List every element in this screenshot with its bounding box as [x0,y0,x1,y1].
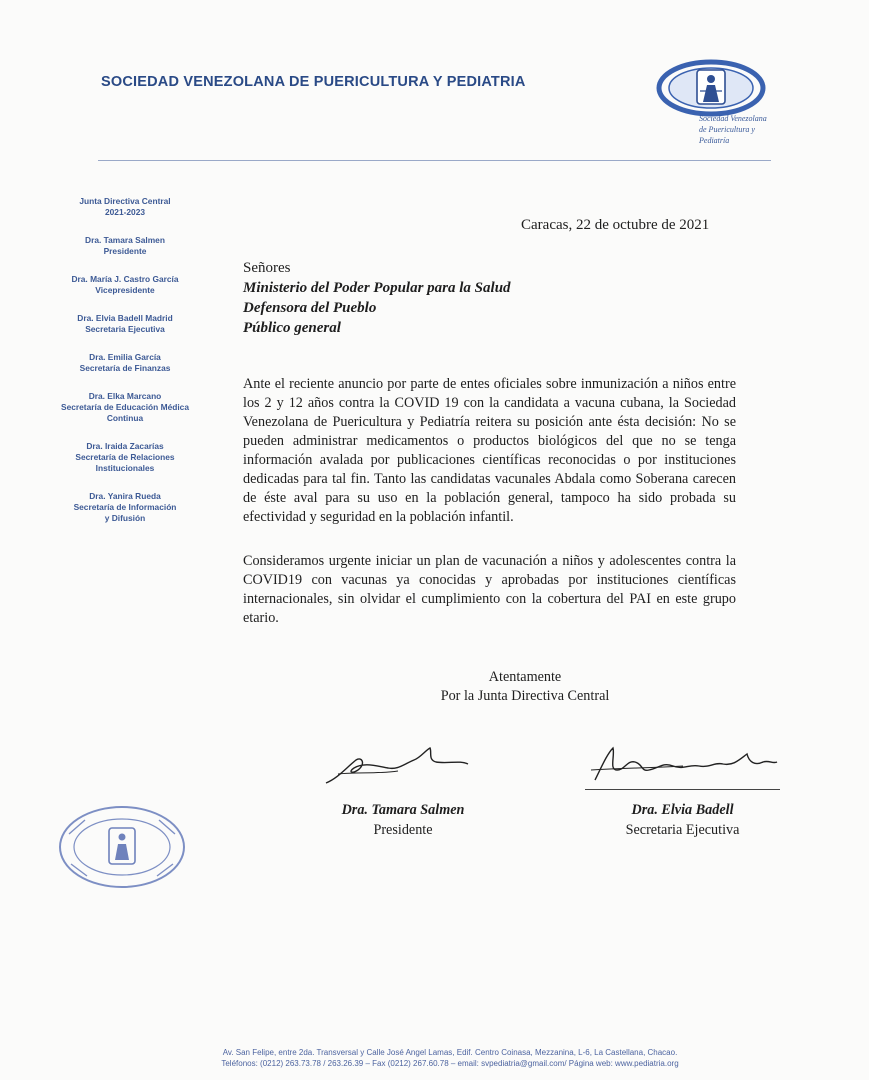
signature-badell [583,740,783,790]
recipient-ombudsman: Defensora del Pueblo [243,300,377,316]
body-paragraph-2: Consideramos urgente iniciar un plan de vacunación a niños y adolescentes contra la COVID19 con vacunas ya conocidas y aprobadas por instituciones científicas internacionales, sin olvidar el cumplimiento con la cobertura del PAI en este grupo etario. [243,553,736,626]
header-divider [98,160,771,161]
signer-name: Dra. Elvia Badell [631,802,734,818]
closing-greeting: Atentamente [488,669,562,685]
letter-date: Caracas, 22 de octubre de 2021 [521,217,710,233]
member-role: Secretaría de Finanzas [79,363,171,373]
member-role: Secretaria Ejecutiva [85,324,165,334]
signer-president [318,800,488,840]
organization-name: SOCIEDAD VENEZOLANA DE PUERICULTURA Y PEDIATRIA [101,74,526,90]
logo-caption-line1: Sociedad Venezolana [699,114,767,123]
closing-block [435,668,615,706]
signer-secretary [590,800,775,840]
member-role: Secretaría de Información y Difusión [73,502,177,523]
signature-salmen [318,738,478,793]
board-member [40,441,210,474]
board-sidebar [40,196,210,541]
board-title: Junta Directiva Central 2021-2023 [79,196,171,217]
member-name: Dra. Tamara Salmen [85,235,165,245]
recipient-block [243,258,511,338]
footer-address [40,1047,860,1069]
member-name: Dra. María J. Castro García [71,274,179,284]
society-seal-stamp [55,800,190,895]
board-member [40,274,210,296]
board-member [40,352,210,374]
board-member [40,313,210,335]
footer-line1: Av. San Felipe, entre 2da. Transversal y Calle José Angel Lamas, Edif. Centro Coinasa, Mezzanina, L-6, La Castellana, Chacao. [222,1048,678,1057]
footer-line2: Teléfonos: (0212) 263.73.78 / 263.26.39 – Fax (0212) 267.60.78 – email: svpediatria@gmail.com/ Página web: www.pediatria.org [221,1059,679,1068]
member-role: Secretaría de Educación Médica Continua [60,402,189,423]
member-name: Dra. Elvia Badell Madrid [77,313,173,323]
logo-caption-line2: de Puericultura y Pediatría [699,125,755,145]
signer-name: Dra. Tamara Salmen [341,802,465,818]
signer-title: Presidente [373,822,433,838]
member-name: Dra. Elka Marcano [88,391,162,401]
body-paragraph-1: Ante el reciente anuncio por parte de entes oficiales sobre inmunización a niños entre los 2 y 12 años contra la COVID 19 con la candidata a vacuna cubana, la Sociedad Venezolana de Puericultura y Pediatría reitera su posición ante ésta decisión: No se pueden administrar medicamentos o productos biológicos del que no se tenga información avalada por publicaciones científicas reconocidas o por instituciones dedicadas para tal fin. Tanto las candidatas vacunales Abdala como Soberana carecen de éste aval para su uso en la población general, tampoco ha sido probada su efectividad y seguridad en la población infantil. [243,376,736,525]
member-role: Presidente [103,246,147,256]
member-role: Secretaría de Relaciones Institucionales [75,452,175,473]
board-member [40,235,210,257]
salutation: Señores [243,260,291,276]
recipient-public: Público general [243,320,341,336]
signature-line [585,789,780,790]
member-name: Dra. Iraida Zacarías [86,441,164,451]
board-member [40,491,210,524]
member-role: Vicepresidente [95,285,155,295]
signer-title: Secretaria Ejecutiva [625,822,740,838]
society-logo [651,58,776,146]
closing-on-behalf: Por la Junta Directiva Central [440,688,610,704]
member-name: Dra. Yanira Rueda [89,491,161,501]
member-name: Dra. Emilia García [89,352,161,362]
recipient-ministry: Ministerio del Poder Popular para la Salud [243,280,511,296]
board-member [40,391,210,424]
board-title-block [40,196,210,218]
